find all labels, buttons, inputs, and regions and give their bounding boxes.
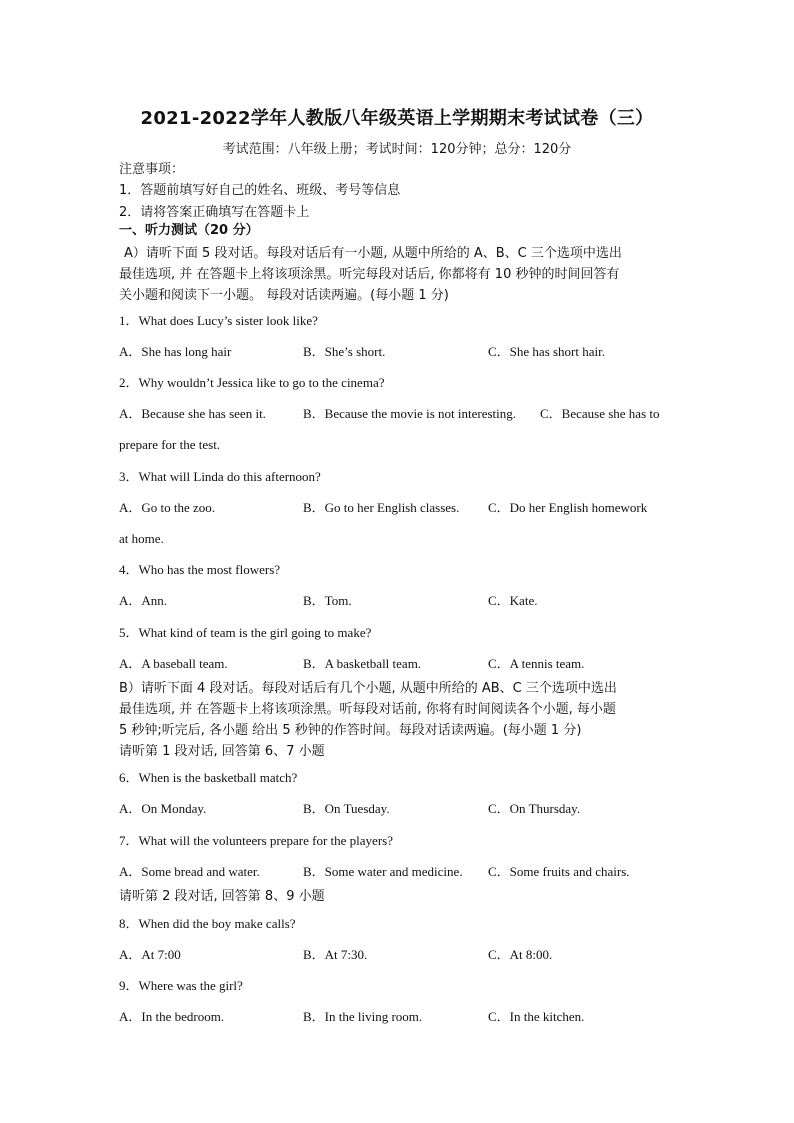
section-heading-listening: 一、听力测试（20 分） [119,223,259,238]
exam-info: 考试范围：八年级上册；考试时间：120分钟；总分：120分 [222,142,572,157]
q5-option-a: A．A baseball team. [119,656,228,671]
dialog-2-instruction: 请听第 2 段对话, 回答第 8、9 小题 [119,889,325,904]
part-b-instruction-line-2: 最佳选项, 并 在答题卡上将该项涂黑。听每段对话前, 你将有时间阅读各个小题, 每小题 [119,702,616,717]
q2-option-c: C．Because she has to [540,406,660,421]
note-item-2: 2．请将答案正确填写在答题卡上 [119,205,310,220]
question-6: 6．When is the basketball match? [119,770,298,785]
q3-option-c: C．Do her English homework [488,500,648,515]
q3-option-a: A．Go to the zoo. [119,500,216,515]
q6-option-a: A．On Monday. [119,801,207,816]
q5-option-c: C．A tennis team. [488,656,585,671]
q7-option-c: C．Some fruits and chairs. [488,864,630,879]
part-b-instruction-line-1: B）请听下面 4 段对话。每段对话后有几个小题, 从题中所给的 AB、C 三个选项中选出 [119,681,617,696]
q9-option-b: B．In the living room. [303,1009,423,1024]
part-a-instruction-line-3: 关小题和阅读下一小题。 每段对话读两遍。(每小题 1 分) [119,288,449,303]
question-3: 3．What will Linda do this afternoon? [119,469,321,484]
question-2: 2．Why wouldn’t Jessica like to go to the cinema? [119,375,385,390]
question-5: 5．What kind of team is the girl going to make? [119,625,372,640]
q9-option-c: C．In the kitchen. [488,1009,585,1024]
part-a-instruction-line-2: 最佳选项, 并 在答题卡上将该项涂黑。听完每段对话后, 你都将有 10 秒钟的时间回答有 [119,267,620,282]
question-4: 4．Who has the most flowers? [119,562,281,577]
q2-option-b: B．Because the movie is not interesting. [303,406,517,421]
page-title: 2021-2022学年人教版八年级英语上学期期末考试试卷（三） [140,108,654,129]
note-item-1: 1．答题前填写好自己的姓名、班级、考号等信息 [119,183,401,198]
q6-option-c: C．On Thursday. [488,801,581,816]
q3-option-b: B．Go to her English classes. [303,500,460,515]
q4-option-c: C．Kate. [488,593,538,608]
q4-option-b: B．Tom. [303,593,352,608]
q8-option-a: A．At 7:00 [119,947,181,962]
question-9: 9．Where was the girl? [119,978,243,993]
q1-option-c: C．She has short hair. [488,344,605,359]
q6-option-b: B．On Tuesday. [303,801,390,816]
q9-option-a: A．In the bedroom. [119,1009,225,1024]
q4-option-a: A．Ann. [119,593,168,608]
q8-option-b: B．At 7:30. [303,947,368,962]
q2-option-a: A．Because she has seen it. [119,406,266,421]
question-8: 8．When did the boy make calls? [119,916,296,931]
q1-option-a: A．She has long hair [119,344,232,359]
question-7: 7．What will the volunteers prepare for the players? [119,833,393,848]
q1-option-b: B．She’s short. [303,344,386,359]
q5-option-b: B．A basketball team. [303,656,422,671]
q7-option-a: A．Some bread and water. [119,864,260,879]
q3-option-c-continued: at home. [119,531,164,546]
question-1: 1．What does Lucy’s sister look like? [119,313,318,328]
notes-heading: 注意事项： [119,162,185,177]
dialog-1-instruction: 请听第 1 段对话, 回答第 6、7 小题 [119,744,325,759]
q2-option-c-continued: prepare for the test. [119,437,221,452]
q8-option-c: C．At 8:00. [488,947,553,962]
q7-option-b: B．Some water and medicine. [303,864,463,879]
part-a-instruction-line-1: A）请听下面 5 段对话。每段对话后有一小题, 从题中所给的 A、B、C 三个选项中选出 [124,246,622,261]
part-b-instruction-line-3: 5 秒钟;听完后, 各小题 给出 5 秒钟的作答时间。每段对话读两遍。(每小题 1 分) [119,723,582,738]
